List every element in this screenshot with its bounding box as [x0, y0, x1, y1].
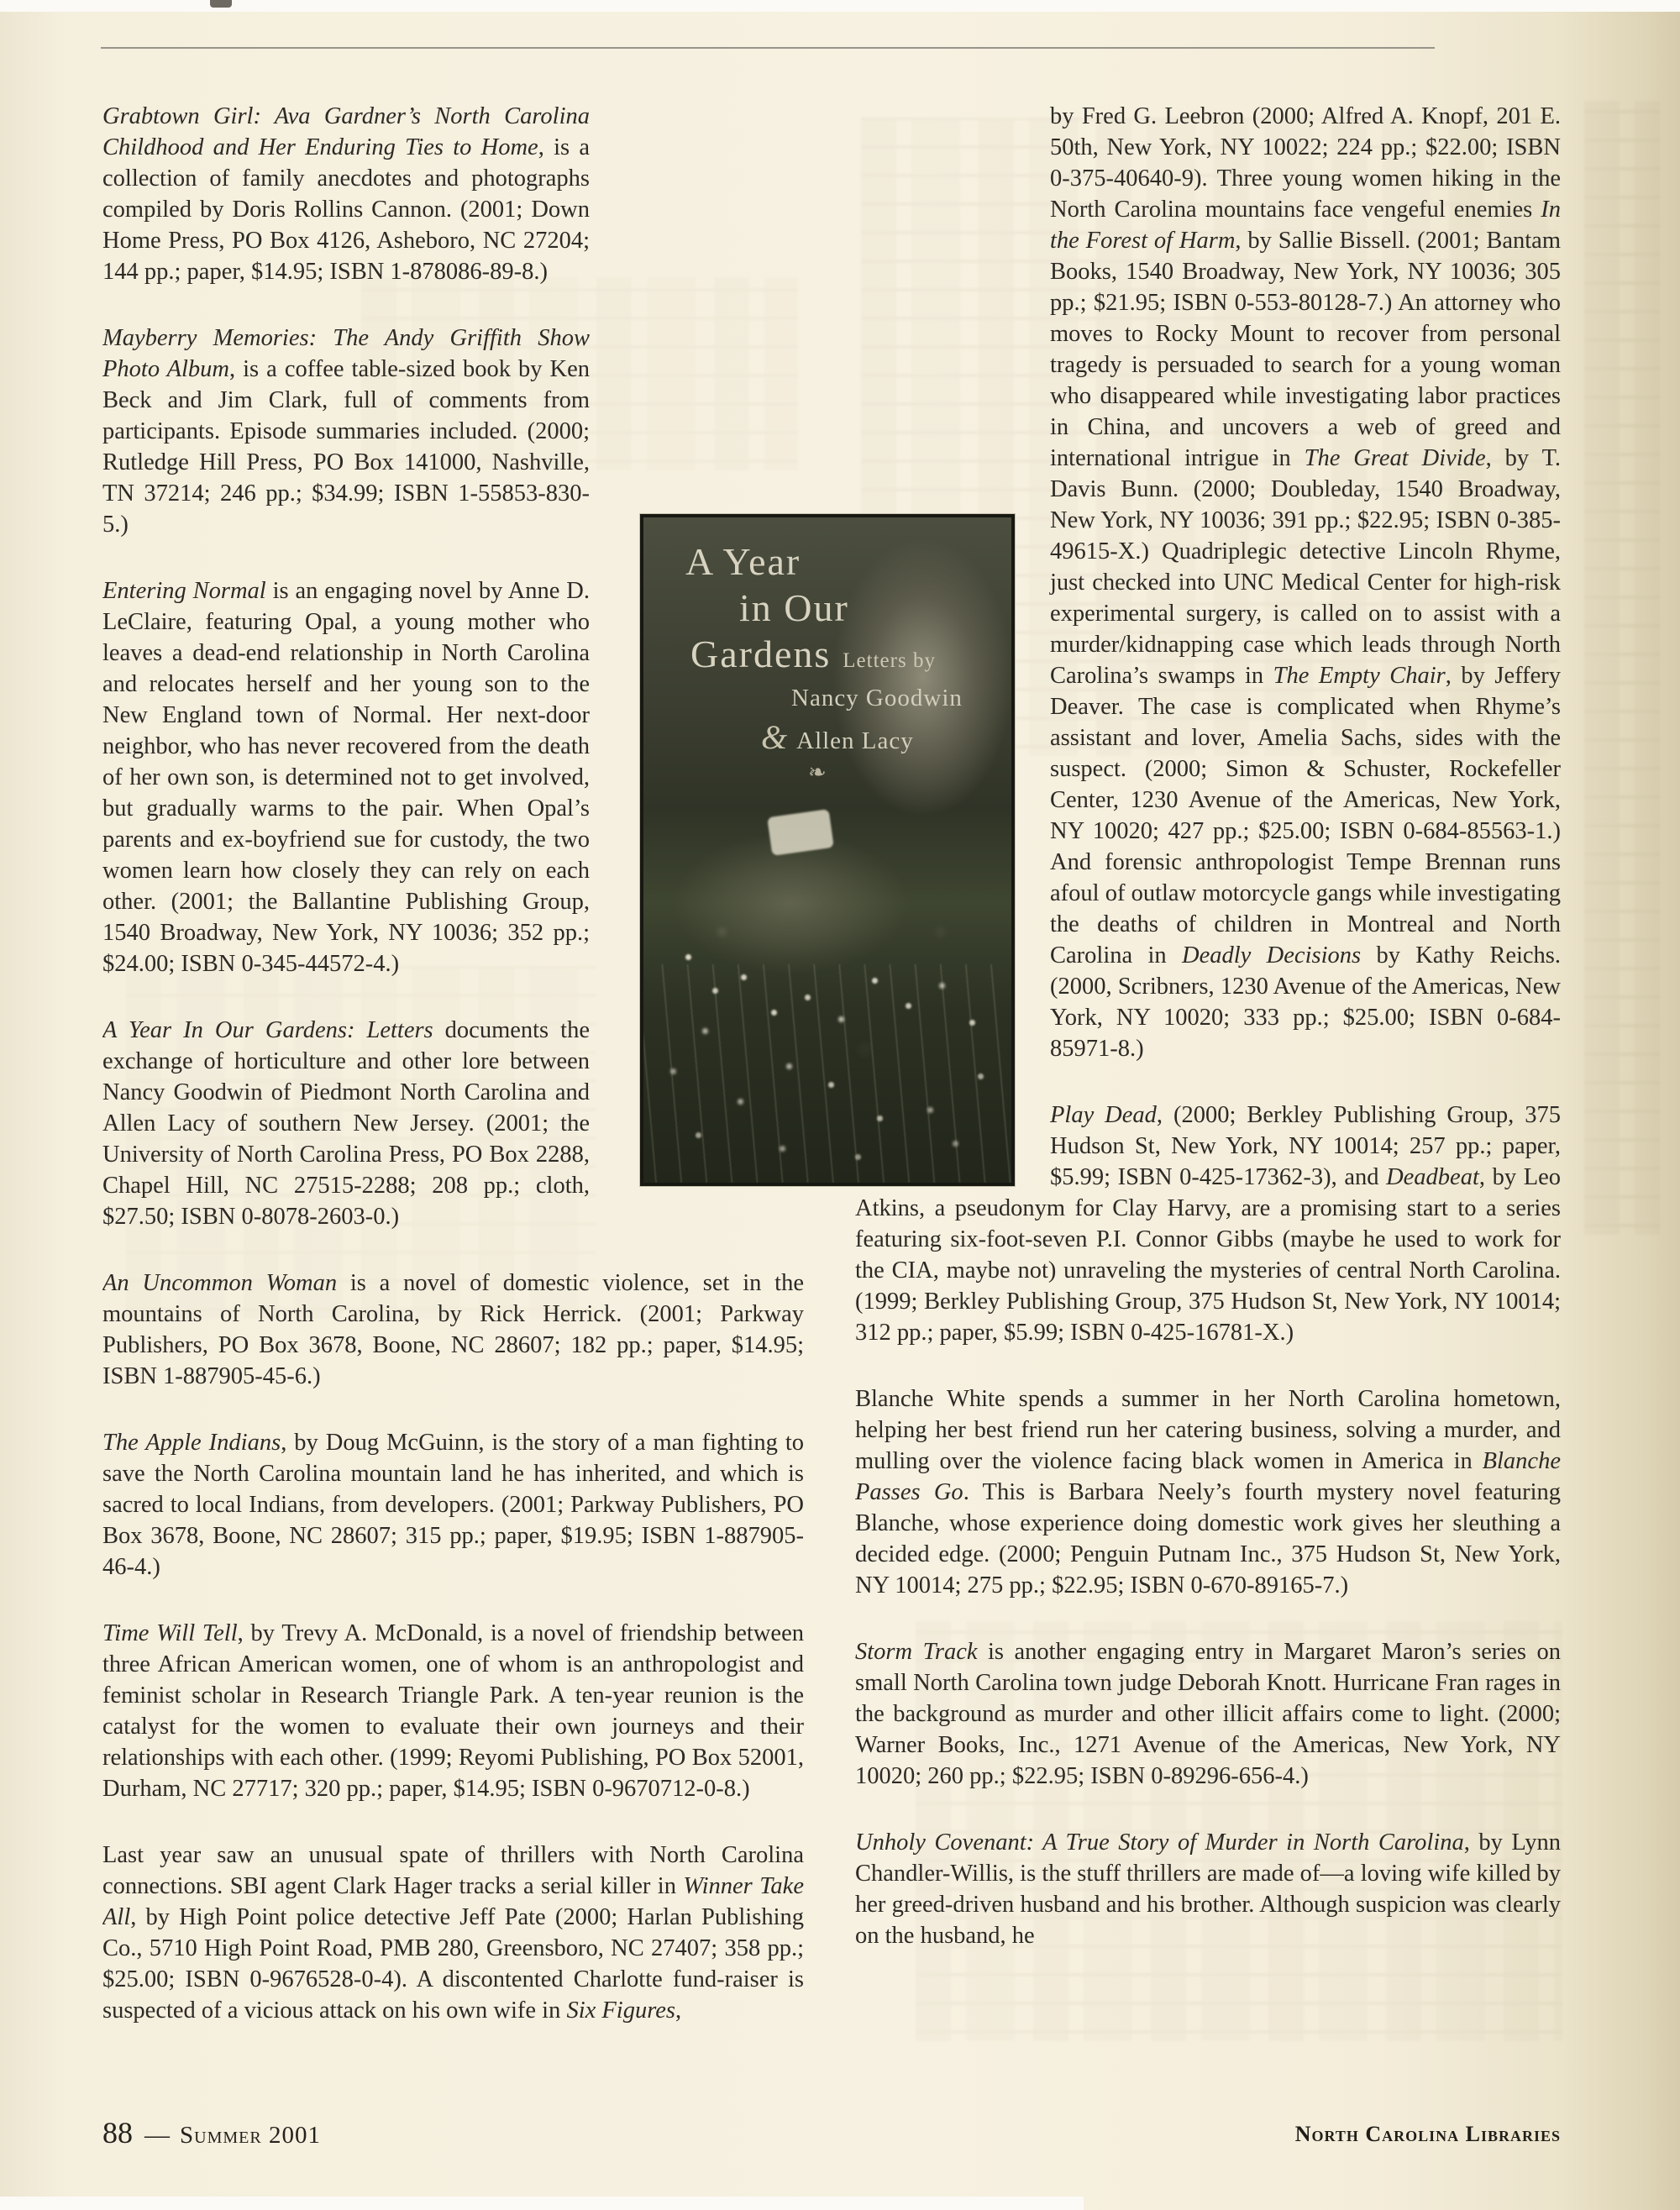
cover-title-word: Gardens	[690, 633, 832, 675]
cover-title-line1: A Year	[685, 540, 801, 583]
footer-left	[102, 2115, 321, 2150]
review-paragraph-an-uncommon-woman: An Uncommon Woman is a novel of domestic violence, set in the mountains of North Carolina, by Rick Herrick. (2001; Parkway Publishers, PO Box 3678, Boone, NC 28607; 182 pp.; paper, $14.95; ISBN 1-887905-45-6.)	[102, 1270, 804, 1389]
review-paragraph-entering-normal: Entering Normal is an engaging novel by Anne D. LeClaire, featuring Opal, a young mother who leaves a dead-end relationship in North Carolina and relocates herself and her young son to the New England town of Normal. Her next-door neighbor, who has never recovered from the death of her own son, is determined not to get involved, but gradually warms to the pair. When Opal’s parents and ex-boyfriend sue for custody, the two women learn how closely they can rely on each other. (2001; the Ballantine Publishing Group, 1540 Broadway, New York, NY 10036; 352 pp.; $24.00; ISBN 0-345-44572-4.)	[102, 578, 591, 977]
cover-title-line2: in Our	[739, 586, 849, 629]
review-paragraph-thrillers-continued: by Fred G. Leebron (2000; Alfred A. Knopf, 201 E. 50th, New York, NY 10022; 224 pp.; $22.00; ISBN 0-375-40640-9). Three young women hiking in the North Carolina mountains face vengeful enemies In the Forest of Harm, by Sallie Bissell. (2001; Bantam Books, 1540 Broadway, New York, NY 10036; 305 pp.; $21.95; ISBN 0-553-80128-7.) An attorney who moves to Rocky Mount to recover from personal tragedy is persuaded to search for a young woman who disappeared while investigating labor practices in China, and uncovers a web of greed and international intrigue in The Great Divide, by T. Davis Bunn. (2000; Doubleday, 1540 Broadway, New York, NY 10036; 391 pp.; $22.95; ISBN 0-385-49615-X.) Quadriplegic detective Lincoln Rhyme, just checked into UNC Medical Center for high-risk experimental surgery, is called on to assist with a murder/kidnapping case which leads through North Carolina’s swamps in The Empty Chair, by Jeffery Deaver. The case is complicated when Rhyme’s assistant and lover, Amelia Sachs, sides with the suspect. (2000; Simon & Schuster, Rockefeller Center, 1230 Avenue of the Americas, New York, NY 10020; 427 pp.; $25.00; ISBN 0-684-85563-1.) And forensic anthropologist Tempe Brennan runs afoul of outlaw motorcycle gangs while investigating the deaths of children in Montreal and North Carolina in Deadly Decisions by Kathy Reichs. (2000, Scribners, 1230 Avenue of the Americas, New York, NY 10020; 333 pp.; $25.00; ISBN 0-684-85971-8.)	[1050, 103, 1561, 1062]
page-number: 88	[102, 2116, 133, 2150]
cover-byline: Letters by	[843, 649, 936, 672]
cover-white-bench	[767, 809, 834, 856]
scanner-edge-top	[0, 0, 1680, 12]
review-paragraph-grabtown-girl: Grabtown Girl: Ava Gardner’s North Carolina Childhood and Her Enduring Ties to Home, is a collection of family anecdotes and photographs compiled by Doris Rollins Cannon. (2001; Down Home Press, PO Box 4126, Asheboro, NC 27204; 144 pp.; paper, $14.95; ISBN 1-878086-89-8.)	[102, 103, 590, 285]
book-cover-image	[640, 514, 1015, 1186]
review-paragraph-blanche-passes-go: Blanche White spends a summer in her North Carolina hometown, helping her best friend run her catering business, solving a murder, and mulling over the violence facing black women in America in Blanche Passes Go. This is Barbara Neely’s fourth mystery novel featuring Blanche, whose experience doing domestic work gives her sleuthing a decided edge. (2000; Penguin Putnam Inc., 375 Hudson St, New York, NY 10014; 275 pp.; $22.95; ISBN 0-670-89165-7.)	[855, 1386, 1561, 1598]
review-paragraph-a-year-in-our-gardens: A Year In Our Gardens: Letters documents the exchange of horticulture and other lore between Nancy Goodwin of Piedmont North Carolina and Allen Lacy of southern New Jersey. (2001; the University of North Carolina Press, PO Box 2288, Chapel Hill, NC 27515-2288; 208 pp.; cloth, $27.50; ISBN 0-8078-2603-0.)	[102, 1017, 590, 1230]
issue-label: Summer 2001	[180, 2122, 321, 2149]
header-rule	[101, 47, 1435, 49]
review-paragraph-time-will-tell: Time Will Tell, by Trevy A. McDonald, is a novel of friendship between three African American women, one of whom is an anthropologist and feminist scholar in Research Triangle Park. A ten-year reunion is the catalyst for the women to evaluate their own journeys and their relationships with each other. (1999; Reyomi Publishing, PO Box 52001, Durham, NC 27717; 320 pp.; paper, $14.95; ISBN 0-9670712-0-8.)	[102, 1620, 804, 1802]
cover-grass-stems	[643, 964, 1011, 1183]
cover-flourish-ornament: ❧	[808, 760, 827, 785]
review-paragraph-play-dead-deadbeat: Play Dead, (2000; Berkley Publishing Group, 375 Hudson St, New York, NY 10014; 257 pp.; paper, $5.99; ISBN 0-425-17362-3), and Deadbeat, by Leo Atkins, a pseudonym for Clay Harvy, are a promising start to a series featuring six-foot-seven P.I. Connor Gibbs (maybe he used to work for the CIA, maybe not) unraveling the mysteries of central North Carolina. (1999; Berkley Publishing Group, 375 Hudson St, New York, NY 10014; 312 pp.; paper, $5.99; ISBN 0-425-16781-X.)	[855, 1102, 1561, 1346]
review-paragraph-mayberry-memories: Mayberry Memories: The Andy Griffith Show Photo Album, is a coffee table-sized book by Ken Beck and Jim Clark, full of comments from participants. Episode summaries included. (2000; Rutledge Hill Press, PO Box 141000, Nashville, TN 37214; 246 pp.; $34.99; ISBN 1-55853-830-5.)	[102, 325, 590, 538]
scanner-edge-bottom	[0, 2197, 1084, 2210]
cover-author-goodwin: Nancy Goodwin	[791, 685, 963, 711]
cover-garden-photo	[643, 517, 1011, 1183]
cover-ampersand: &	[761, 718, 789, 756]
journal-name: North Carolina Libraries	[1294, 2122, 1561, 2146]
cover-author-lacy: Allen Lacy	[796, 727, 914, 754]
review-paragraph-the-apple-indians: The Apple Indians, by Doug McGuinn, is the story of a man fighting to save the North Carolina mountain land he has inherited, and which is sacred to local Indians, from developers. (2001; Parkway Publishers, PO Box 3678, Boone, NC 28607; 315 pp.; paper, $19.95; ISBN 1-887905-46-4.)	[102, 1430, 804, 1580]
scan-artifact-mark	[210, 0, 232, 8]
cover-text-block	[643, 517, 1011, 785]
cover-title-line3	[690, 632, 1011, 676]
footer-separator: —	[144, 2121, 170, 2149]
review-paragraph-storm-track: Storm Track is another engaging entry in Margaret Maron’s series on small North Carolina town judge Deborah Knott. Hurricane Fran rages in the background as murder and other illicit affairs come to light. (2000; Warner Books, Inc., 1271 Avenue of the Americas, New York, NY 10020; 260 pp.; $22.95; ISBN 0-89296-656-4.)	[855, 1639, 1561, 1789]
review-paragraph-unholy-covenant: Unholy Covenant: A True Story of Murder in North Carolina, by Lynn Chandler-Willis, is the stuff thrillers are made of—a loving wife killed by her greed-driven husband and his brother. Although suspicion was clearly on the husband, he	[855, 1829, 1561, 1949]
cover-author-lacy-line	[761, 717, 1011, 757]
review-paragraph-thrillers-intro: Last year saw an unusual spate of thrillers with North Carolina connections. SBI agent Clark Hager tracks a serial killer in Winner Take All, by High Point police detective Jeff Pate (2000; Harlan Publishing Co., 5710 High Point Road, PMB 280, Greensboro, NC 27407; 358 pp.; $25.00; ISBN 0-9676528-0-4). A discontented Charlotte fund-raiser is suspected of a vicious attack on his own wife in Six Figures,	[102, 1842, 804, 2024]
